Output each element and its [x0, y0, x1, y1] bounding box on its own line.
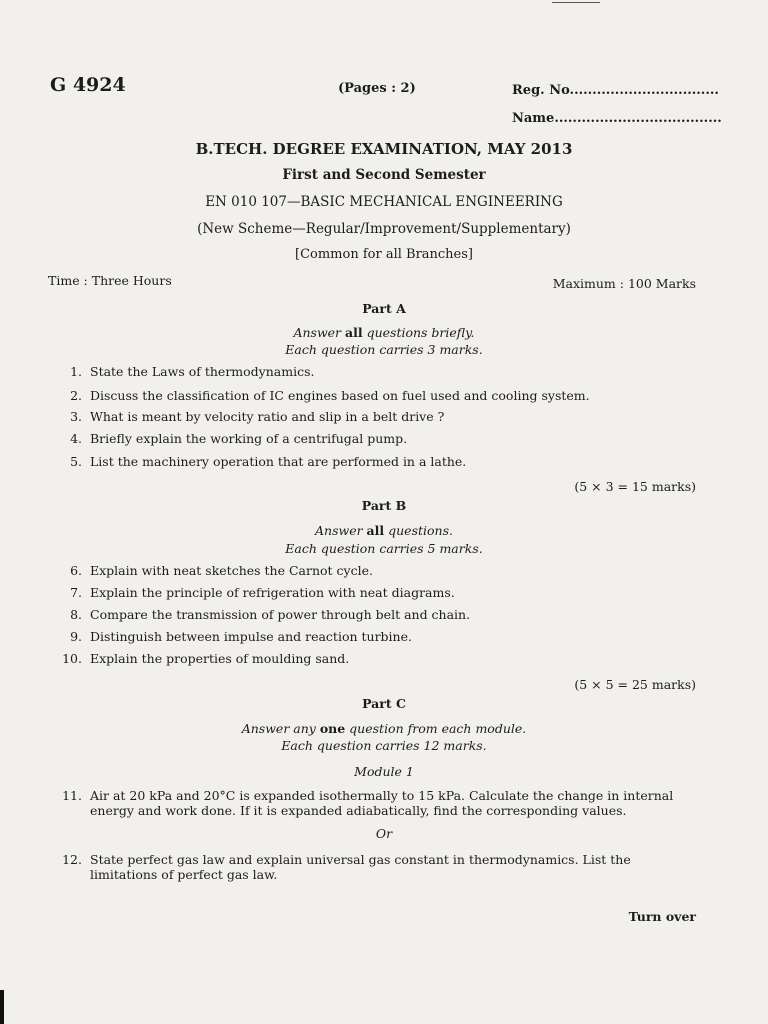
top-rule — [552, 2, 600, 3]
maximum-marks: Maximum : 100 Marks — [552, 276, 696, 291]
time-allowed: Time : Three Hours — [48, 273, 172, 288]
turn-over: Turn over — [628, 909, 696, 924]
scan-edge-mark — [0, 990, 4, 1024]
paper-code: G 4924 — [50, 74, 126, 96]
part-a-instruction: Answer all questions briefly. — [293, 325, 475, 340]
part-c-heading: Part C — [362, 696, 406, 711]
reg-no-field: Reg. No................................. — [512, 83, 719, 98]
name-field: Name..................................... — [512, 111, 722, 126]
semester: First and Second Semester — [282, 167, 486, 183]
exam-title: B.TECH. DEGREE EXAMINATION, MAY 2013 — [195, 140, 573, 158]
pages-count: (Pages : 2) — [338, 81, 416, 96]
part-c-marks-note: Each question carries 12 marks. — [281, 738, 487, 753]
branches: [Common for all Branches] — [295, 247, 473, 262]
module-heading: Module 1 — [354, 764, 414, 779]
part-b-instruction: Answer all questions. — [315, 523, 453, 538]
part-b-marks-note: Each question carries 5 marks. — [285, 541, 483, 556]
part-a-total-marks: (5 × 3 = 15 marks) — [574, 479, 696, 494]
scheme: (New Scheme—Regular/Improvement/Supplementary) — [197, 221, 571, 237]
part-a-marks-note: Each question carries 3 marks. — [285, 342, 483, 357]
part-a-heading: Part A — [362, 301, 406, 316]
part-b-heading: Part B — [361, 498, 407, 513]
course-title: EN 010 107—BASIC MECHANICAL ENGINEERING — [205, 194, 563, 210]
part-b-total-marks: (5 × 5 = 25 marks) — [574, 677, 696, 692]
part-c-instruction: Answer any one question from each module. — [241, 721, 527, 736]
or-separator: Or — [375, 826, 393, 841]
